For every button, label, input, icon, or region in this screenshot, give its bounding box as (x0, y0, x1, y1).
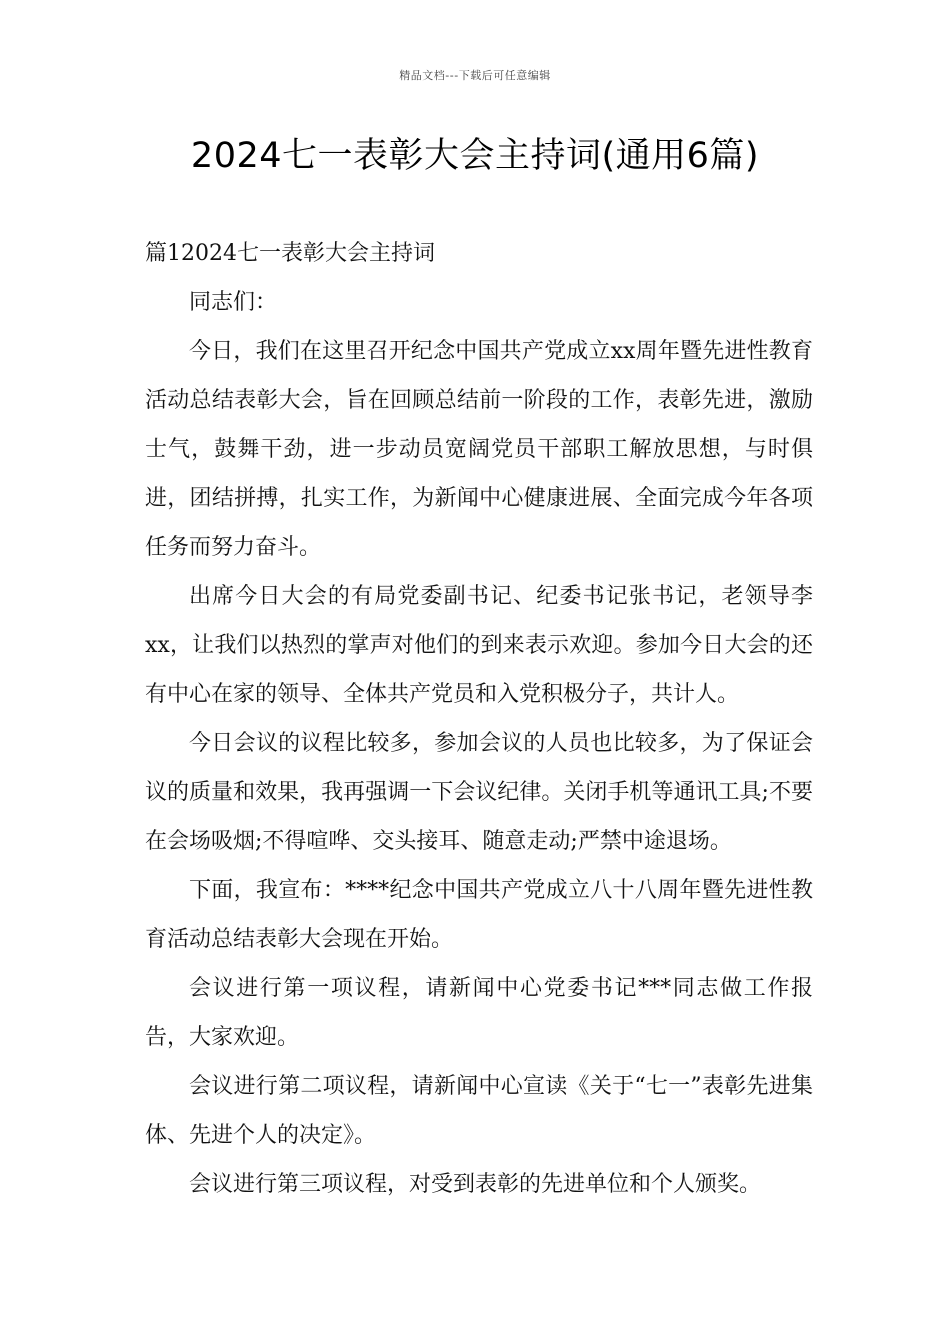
paragraph-salutation: 同志们： (189, 290, 278, 315)
document-body (145, 229, 813, 1209)
section-heading: 篇12024七一表彰大会主持词 (145, 241, 435, 266)
paragraph: 会议进行第二项议程，请新闻中心宣读《关于“七一”表彰先进集体、先进个人的决定》。 (145, 1074, 813, 1148)
paragraph: 出席今日大会的有局党委副书记、纪委书记张书记，老领导李xx，让我们以热烈的掌声对他们的到来表示欢迎。参加今日大会的还有中心在家的领导、全体共产党员和入党积极分子，共计人。 (145, 584, 813, 707)
document-title: 2024七一表彰大会主持词(通用6篇) (190, 136, 760, 176)
paragraph: 会议进行第一项议程，请新闻中心党委书记***同志做工作报告，大家欢迎。 (145, 976, 813, 1050)
paragraph: 会议进行第三项议程，对受到表彰的先进单位和个人颁奖。 (189, 1172, 762, 1197)
paragraph: 今日，我们在这里召开纪念中国共产党成立xx周年暨先进性教育活动总结表彰大会，旨在回顾总结前一阶段的工作，表彰先进，激励士气，鼓舞干劲，进一步动员宽阔党员干部职工解放思想，与时俱进，团结拼搏，扎实工作，为新闻中心健康进展、全面完成今年各项任务而努力奋斗。 (145, 339, 813, 560)
paragraph: 今日会议的议程比较多，参加会议的人员也比较多，为了保证会议的质量和效果，我再强调一下会议纪律。关闭手机等通讯工具;不要在会场吸烟;不得喧哗、交头接耳、随意走动;严禁中途退场。 (145, 731, 813, 854)
paragraph: 下面，我宣布：****纪念中国共产党成立八十八周年暨先进性教育活动总结表彰大会现在开始。 (145, 878, 813, 952)
header-note: 精品文档---下载后可任意编辑 (399, 69, 551, 82)
